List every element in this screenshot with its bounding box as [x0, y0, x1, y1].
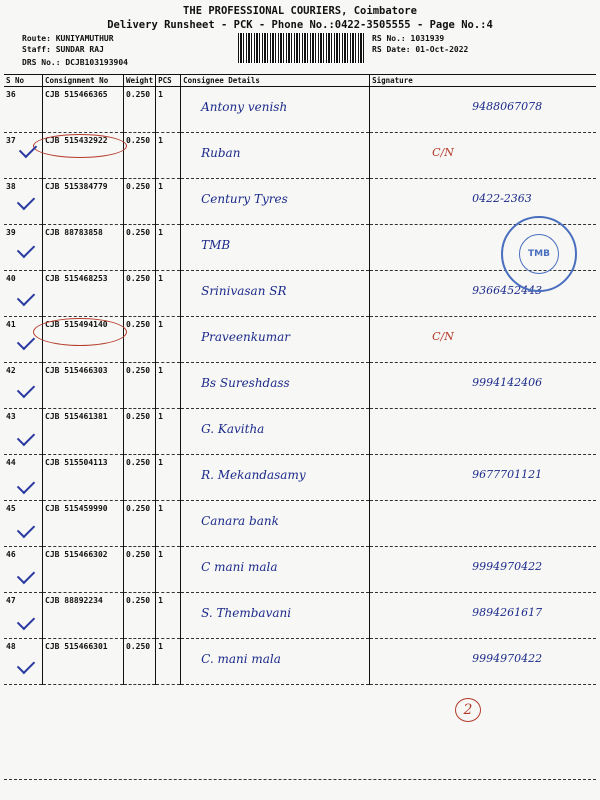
- pcs-cell: 1: [156, 179, 181, 225]
- signature-note: 9677701121: [472, 468, 543, 481]
- page-mark: 2: [455, 698, 481, 722]
- weight-cell: 0.250: [124, 133, 156, 179]
- pcs-cell: 1: [156, 271, 181, 317]
- consignee-name: Century Tyres: [201, 192, 288, 206]
- weight-cell: 0.250: [124, 593, 156, 639]
- table-row: [4, 547, 596, 593]
- consignee-name: C mani mala: [201, 560, 278, 574]
- consignee-name: C. mani mala: [201, 652, 281, 666]
- sno-cell: 44: [4, 455, 43, 501]
- pcs-cell: 1: [156, 409, 181, 455]
- consignment-cell: CJB 515466301: [43, 639, 124, 685]
- table-row: [4, 179, 596, 225]
- consignment-cell: CJB 515504113: [43, 455, 124, 501]
- consignment-cell: CJB 515494140: [43, 317, 124, 363]
- pcs-cell: 1: [156, 317, 181, 363]
- table-row: [4, 271, 596, 317]
- stamp-text: TMB: [519, 234, 559, 274]
- sno-cell: 39: [4, 225, 43, 271]
- red-circle-mark: [33, 318, 127, 346]
- consignee-name: TMB: [201, 238, 231, 252]
- consignee-cell: [181, 87, 370, 133]
- sno-cell: 42: [4, 363, 43, 409]
- pcs-cell: 1: [156, 225, 181, 271]
- signature-note: C/N: [432, 146, 454, 159]
- runsheet-table: [4, 74, 596, 685]
- consignment-cell: CJB 515466302: [43, 547, 124, 593]
- header-signature: Signature: [370, 75, 596, 87]
- consignment-cell: CJB 515384779: [43, 179, 124, 225]
- consignee-name: Bs Sureshdass: [201, 376, 290, 390]
- weight-cell: 0.250: [124, 363, 156, 409]
- sno-cell: 37: [4, 133, 43, 179]
- consignee-cell: [181, 639, 370, 685]
- table-row: [4, 639, 596, 685]
- signature-cell: [370, 409, 596, 455]
- sno-cell: 47: [4, 593, 43, 639]
- weight-cell: 0.250: [124, 455, 156, 501]
- signature-note: 9894261617: [472, 606, 543, 619]
- company-title: THE PROFESSIONAL COURIERS, Coimbatore: [183, 5, 417, 17]
- runsheet-title: Delivery Runsheet - PCK - Phone No.:0422-3505555 - Page No.:4: [107, 19, 493, 31]
- sno-cell: 46: [4, 547, 43, 593]
- consignee-name: Praveenkumar: [201, 330, 291, 344]
- weight-cell: 0.250: [124, 639, 156, 685]
- consignee-cell: [181, 225, 370, 271]
- weight-cell: 0.250: [124, 409, 156, 455]
- signature-cell: [370, 455, 596, 501]
- consignee-cell: [181, 133, 370, 179]
- rs-date: RS Date: 01-Oct-2022: [372, 45, 469, 54]
- weight-cell: 0.250: [124, 87, 156, 133]
- consignee-name: S. Thembavani: [201, 606, 292, 620]
- weight-cell: 0.250: [124, 547, 156, 593]
- consignee-cell: [181, 317, 370, 363]
- table-row: [4, 87, 596, 133]
- signature-cell: [370, 317, 596, 363]
- consignment-cell: CJB 88783858: [43, 225, 124, 271]
- header-consignment: Consignment No: [43, 75, 124, 87]
- consignee-cell: [181, 547, 370, 593]
- rs-number: RS No.: 1031939: [372, 34, 445, 43]
- table-header-row: [4, 75, 596, 87]
- table-row: [4, 455, 596, 501]
- signature-cell: [370, 87, 596, 133]
- signature-note: 9488067078: [472, 100, 543, 113]
- header-weight: Weight: [124, 75, 156, 87]
- consignee-name: Ruban: [201, 146, 241, 160]
- consignee-cell: [181, 409, 370, 455]
- sno-cell: 41: [4, 317, 43, 363]
- signature-cell: [370, 363, 596, 409]
- consignee-cell: [181, 593, 370, 639]
- route-label: Route: KUNIYAMUTHUR: [22, 34, 114, 43]
- signature-cell: [370, 501, 596, 547]
- consignee-name: G. Kavitha: [201, 422, 265, 436]
- signature-note: 0422-2363: [472, 192, 532, 205]
- pcs-cell: 1: [156, 501, 181, 547]
- weight-cell: 0.250: [124, 501, 156, 547]
- consignee-cell: [181, 455, 370, 501]
- consignment-cell: CJB 515461381: [43, 409, 124, 455]
- signature-cell: [370, 179, 596, 225]
- signature-cell: [370, 593, 596, 639]
- consignment-cell: CJB 515466303: [43, 363, 124, 409]
- pcs-cell: 1: [156, 639, 181, 685]
- consignee-name: Srinivasan SR: [201, 284, 287, 298]
- sno-cell: 38: [4, 179, 43, 225]
- pcs-cell: 1: [156, 593, 181, 639]
- consignee-name: R. Mekandasamy: [201, 468, 306, 482]
- sno-cell: 48: [4, 639, 43, 685]
- bottom-divider: [4, 779, 596, 780]
- pcs-cell: 1: [156, 363, 181, 409]
- signature-note: 9994970422: [472, 652, 543, 665]
- consignment-cell: CJB 515468253: [43, 271, 124, 317]
- sno-cell: 40: [4, 271, 43, 317]
- pcs-cell: 1: [156, 547, 181, 593]
- header-sno: S No: [4, 75, 43, 87]
- consignee-cell: [181, 501, 370, 547]
- signature-note: 9994142406: [472, 376, 543, 389]
- header-consignee: Consignee Details: [181, 75, 370, 87]
- header-pcs: PCS: [156, 75, 181, 87]
- signature-cell: [370, 639, 596, 685]
- sno-cell: 45: [4, 501, 43, 547]
- pcs-cell: 1: [156, 133, 181, 179]
- signature-cell: [370, 547, 596, 593]
- bank-stamp-icon: [501, 216, 577, 292]
- barcode: [238, 33, 364, 63]
- consignee-name: Canara bank: [201, 514, 279, 528]
- consignment-cell: CJB 88892234: [43, 593, 124, 639]
- consignment-cell: CJB 515459990: [43, 501, 124, 547]
- weight-cell: 0.250: [124, 317, 156, 363]
- drs-label: DRS No.: DCJB103193904: [22, 58, 128, 67]
- weight-cell: 0.250: [124, 179, 156, 225]
- signature-note: C/N: [432, 330, 454, 343]
- weight-cell: 0.250: [124, 271, 156, 317]
- sno-cell: 43: [4, 409, 43, 455]
- pcs-cell: 1: [156, 455, 181, 501]
- pcs-cell: 1: [156, 87, 181, 133]
- weight-cell: 0.250: [124, 225, 156, 271]
- table-row: [4, 593, 596, 639]
- consignee-cell: [181, 363, 370, 409]
- consignment-cell: CJB 515466365: [43, 87, 124, 133]
- table-row: [4, 363, 596, 409]
- signature-cell: [370, 133, 596, 179]
- consignee-cell: [181, 179, 370, 225]
- staff-label: Staff: SUNDAR RAJ: [22, 45, 104, 54]
- table-row: [4, 501, 596, 547]
- consignee-cell: [181, 271, 370, 317]
- consignee-name: Antony venish: [201, 100, 288, 114]
- signature-note: 9366452443: [472, 284, 543, 297]
- table-row: [4, 409, 596, 455]
- red-circle-mark: [33, 134, 127, 158]
- consignment-cell: CJB 515432922: [43, 133, 124, 179]
- signature-note: 9994970422: [472, 560, 543, 573]
- sno-cell: 36: [4, 87, 43, 133]
